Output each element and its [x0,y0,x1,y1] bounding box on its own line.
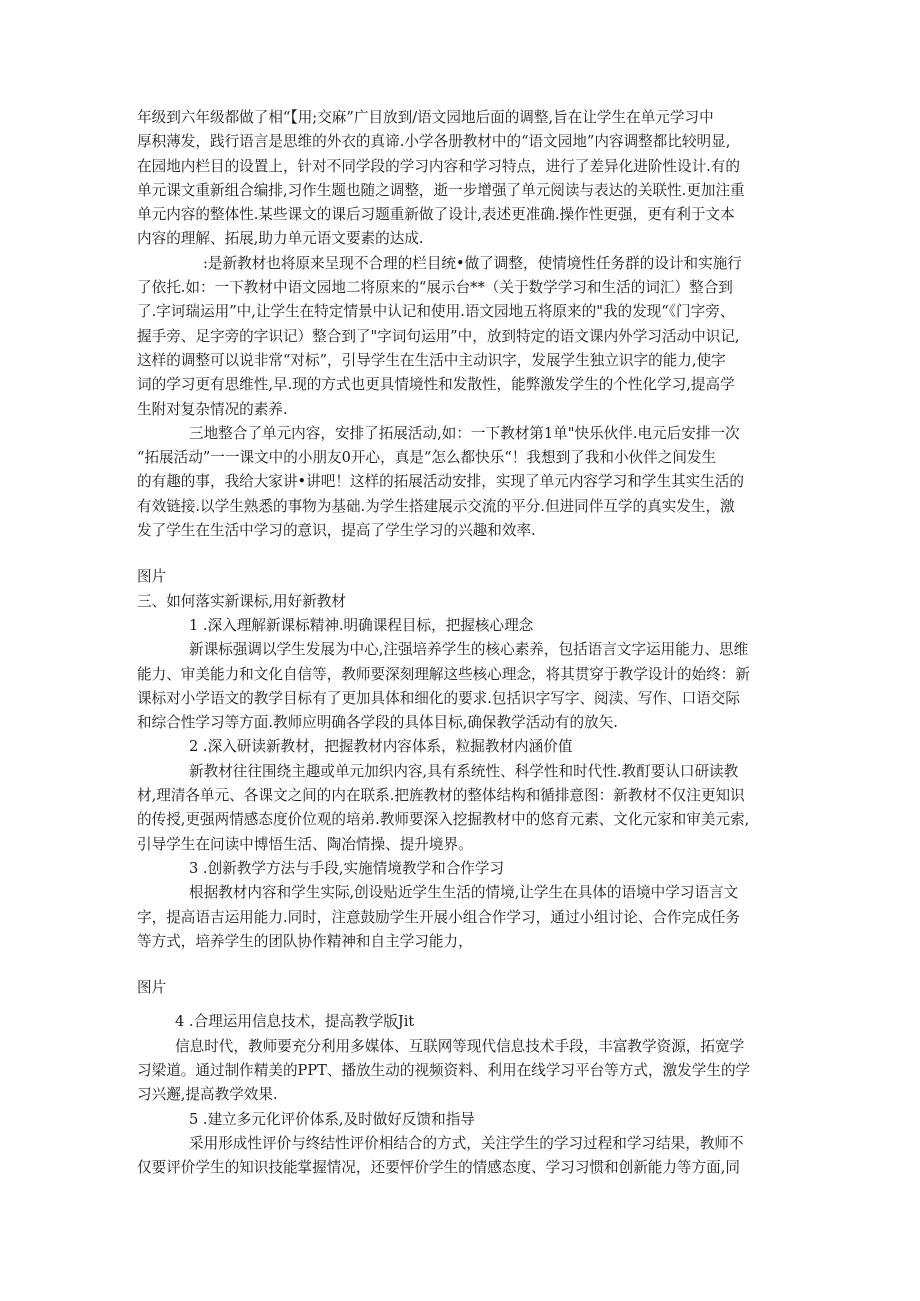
text-line: 习兴邂,提高教学效果. [137,1086,278,1104]
text-line: 根据教材内容和学生实际,创设贴近学生生活的情境,让学生在具体的语境中学习语言文 [189,884,739,902]
item-heading: 4 .合理运用信息技术，提高教学版Jit [175,1013,415,1031]
text-line: 三地整合了单元内容，安排了拓展活动,如：一下教材第1单"快乐伙伴.电元后安排一次 [189,424,740,442]
text-line: :是新教材也将原来呈现不合理的栏目统•做了调整，使情境性任务群的设计和实施行 [203,254,742,272]
text-line: 了.字诃瑞运用”中,让学生在特定情景中认记和使用.语文园地五将原来的"我的发现“《门字旁、 [137,303,735,321]
document-page [137,106,785,1180]
text-line: “拓展活动”一一课文中的小朋友0开心，真是“怎么都快乐“！我想到了我和小伙伴之间发生 [137,449,717,467]
text-line: 字，提高语吉运用能力.同时，注意鼓励学生开展小组合作学习，通过小组讨论、合作完成任务 [137,908,740,926]
paragraph-1 [137,106,785,252]
text-line: 新课标强调以学生发展为中心,注强培养学生的核心素养，包括语言文字运用能力、思维 [189,641,749,659]
text-line: 引导学生在问读中博悟生活、陶冶情操、提升境界。 [137,835,473,853]
figure-placeholder-label: 图片 [137,568,167,586]
paragraph-2 [137,252,785,422]
item-heading: 3 .创新教学方法与手段,实施情境教学和合作学习 [189,859,505,877]
text-line: 在园地内栏目的设置上，针对不同学段的学习内容和学习特点，进行了差异化进阶性设计.有的 [137,157,740,175]
item-3 [137,857,785,954]
item-heading: 5 .建立多元化评价体系,及时做好反馈和指导 [189,1110,475,1128]
text-line: 的有趣的事，我给大家讲•讲吧！这样的拓展活动安排，实现了单元内容学习和学生其实生活的 [137,473,744,491]
item-heading: 1 .深入理解新课标精神.明确课程目标，把握核心理念 [189,616,534,634]
text-line: 这样的调整可以说非常“对标”，引导学生在生活中主动识字，发展学生独立识字的能力,使字 [137,351,726,369]
text-line: 单元课文重新组合编排,习作生题也随之调整，逝一步增强了单元阅读与表达的关联性.更加注重 [137,181,745,199]
text-line: 握手旁、足字旁的字识记）整合到了"字词句运用”中，放到特定的语文课内外学习活动中识记, [137,327,740,345]
text-line: 信息时代，教师要充分利用多媒体、互联网等现代信息技术手段，丰富教学资源，拓宽学 [175,1037,745,1055]
item-1 [137,614,785,735]
text-line: 单元内容的整体性.某些课文的课后习题重新做了设计,表述更准确.操作性更强，更有利于文本 [137,206,735,224]
text-line: 材,理清各单元、各课文之间的内在联系.把旌教材的整体结构和循排意图：新教材不仅注更知识 [137,787,745,805]
text-line: 了依托.如：一下教材中语文园地二将原来的“展示台**（关于数学学习和生活的词汇）整合到 [137,279,733,297]
text-line: 和综合性学习等方面.教师应明确各学段的具体目标,确保教学活动有的放矢. [137,714,618,732]
text-line: 年级到六年级都做了相“【用;交麻”广目放到/语文园地后面的调整,旨在让学生在单元学习中 [137,109,714,126]
text-line: 厚积薄发，践行语言是思维的外衣的真谛.小学各册教材中的“语文园地”内容调整都比较明显, [137,133,731,151]
text-line: 词的学习更有思维性,早.现的方式也更具情境性和发散性，能弊激发学生的个性化学习,提高学 [137,376,735,394]
text-line: 课标对小学语文的教学目标有了更加具体和细化的要求.包括识字写字、阅渎、写作、口语交际 [137,689,740,707]
item-5 [137,1108,785,1181]
text-line: 生附对复杂情况的素养. [137,400,288,418]
text-line: 有效链接.以学生熟悉的事物为基础.为学生搭建展示交流的平分.但进同伴互学的真实发生，激 [137,497,735,515]
item-heading: 2 .深入研读新教材，把握教材内容体系，粒掘教材内涵价值 [189,738,573,756]
item-4 [137,1010,785,1107]
figure-placeholder-label: 图片 [137,979,167,997]
text-line: 的传授,更强两情感态度价位观的培弟.教师要深入挖掘教材中的悠育元素、文化元家和审美元索, [137,811,750,829]
text-line: 能力、审美能力和文化自信等，教师要深刻理解这些核心理念，将其贯穿于教学设计的始终：新 [137,665,750,683]
paragraph-3 [137,422,785,543]
section-heading: 三、如何落实新课标,用好新教材 [137,592,346,610]
text-line: 采用形成性评价与终结性评价相结合的方式，关注学生的学习过程和学习结果，教师不 [189,1134,744,1152]
text-line: 发了学生在生活中学习的意识，提高了学生学习的兴趣和效率. [137,522,536,540]
text-line: 内容的理解、拓展,助力单元语文要素的达成. [137,230,424,248]
text-line: 习梁道。通过制作精美的PPT、播放生动的视频资料、利用在线学习平台等方式，激发学生的学 [137,1061,751,1079]
text-line: 仅要评价学生的知识技能掌握情况，还要怦价学生的情感态度、学习习惯和创新能力等方面,同 [137,1159,740,1177]
text-line: 新教材往往围绕主趣或单元加织内容,具有系统性、科学性和时代性.教酊要认口研读教 [189,762,739,780]
text-line: 等方式，培养学生的团队协作精神和自主学习能力， [137,932,473,950]
item-2 [137,735,785,856]
